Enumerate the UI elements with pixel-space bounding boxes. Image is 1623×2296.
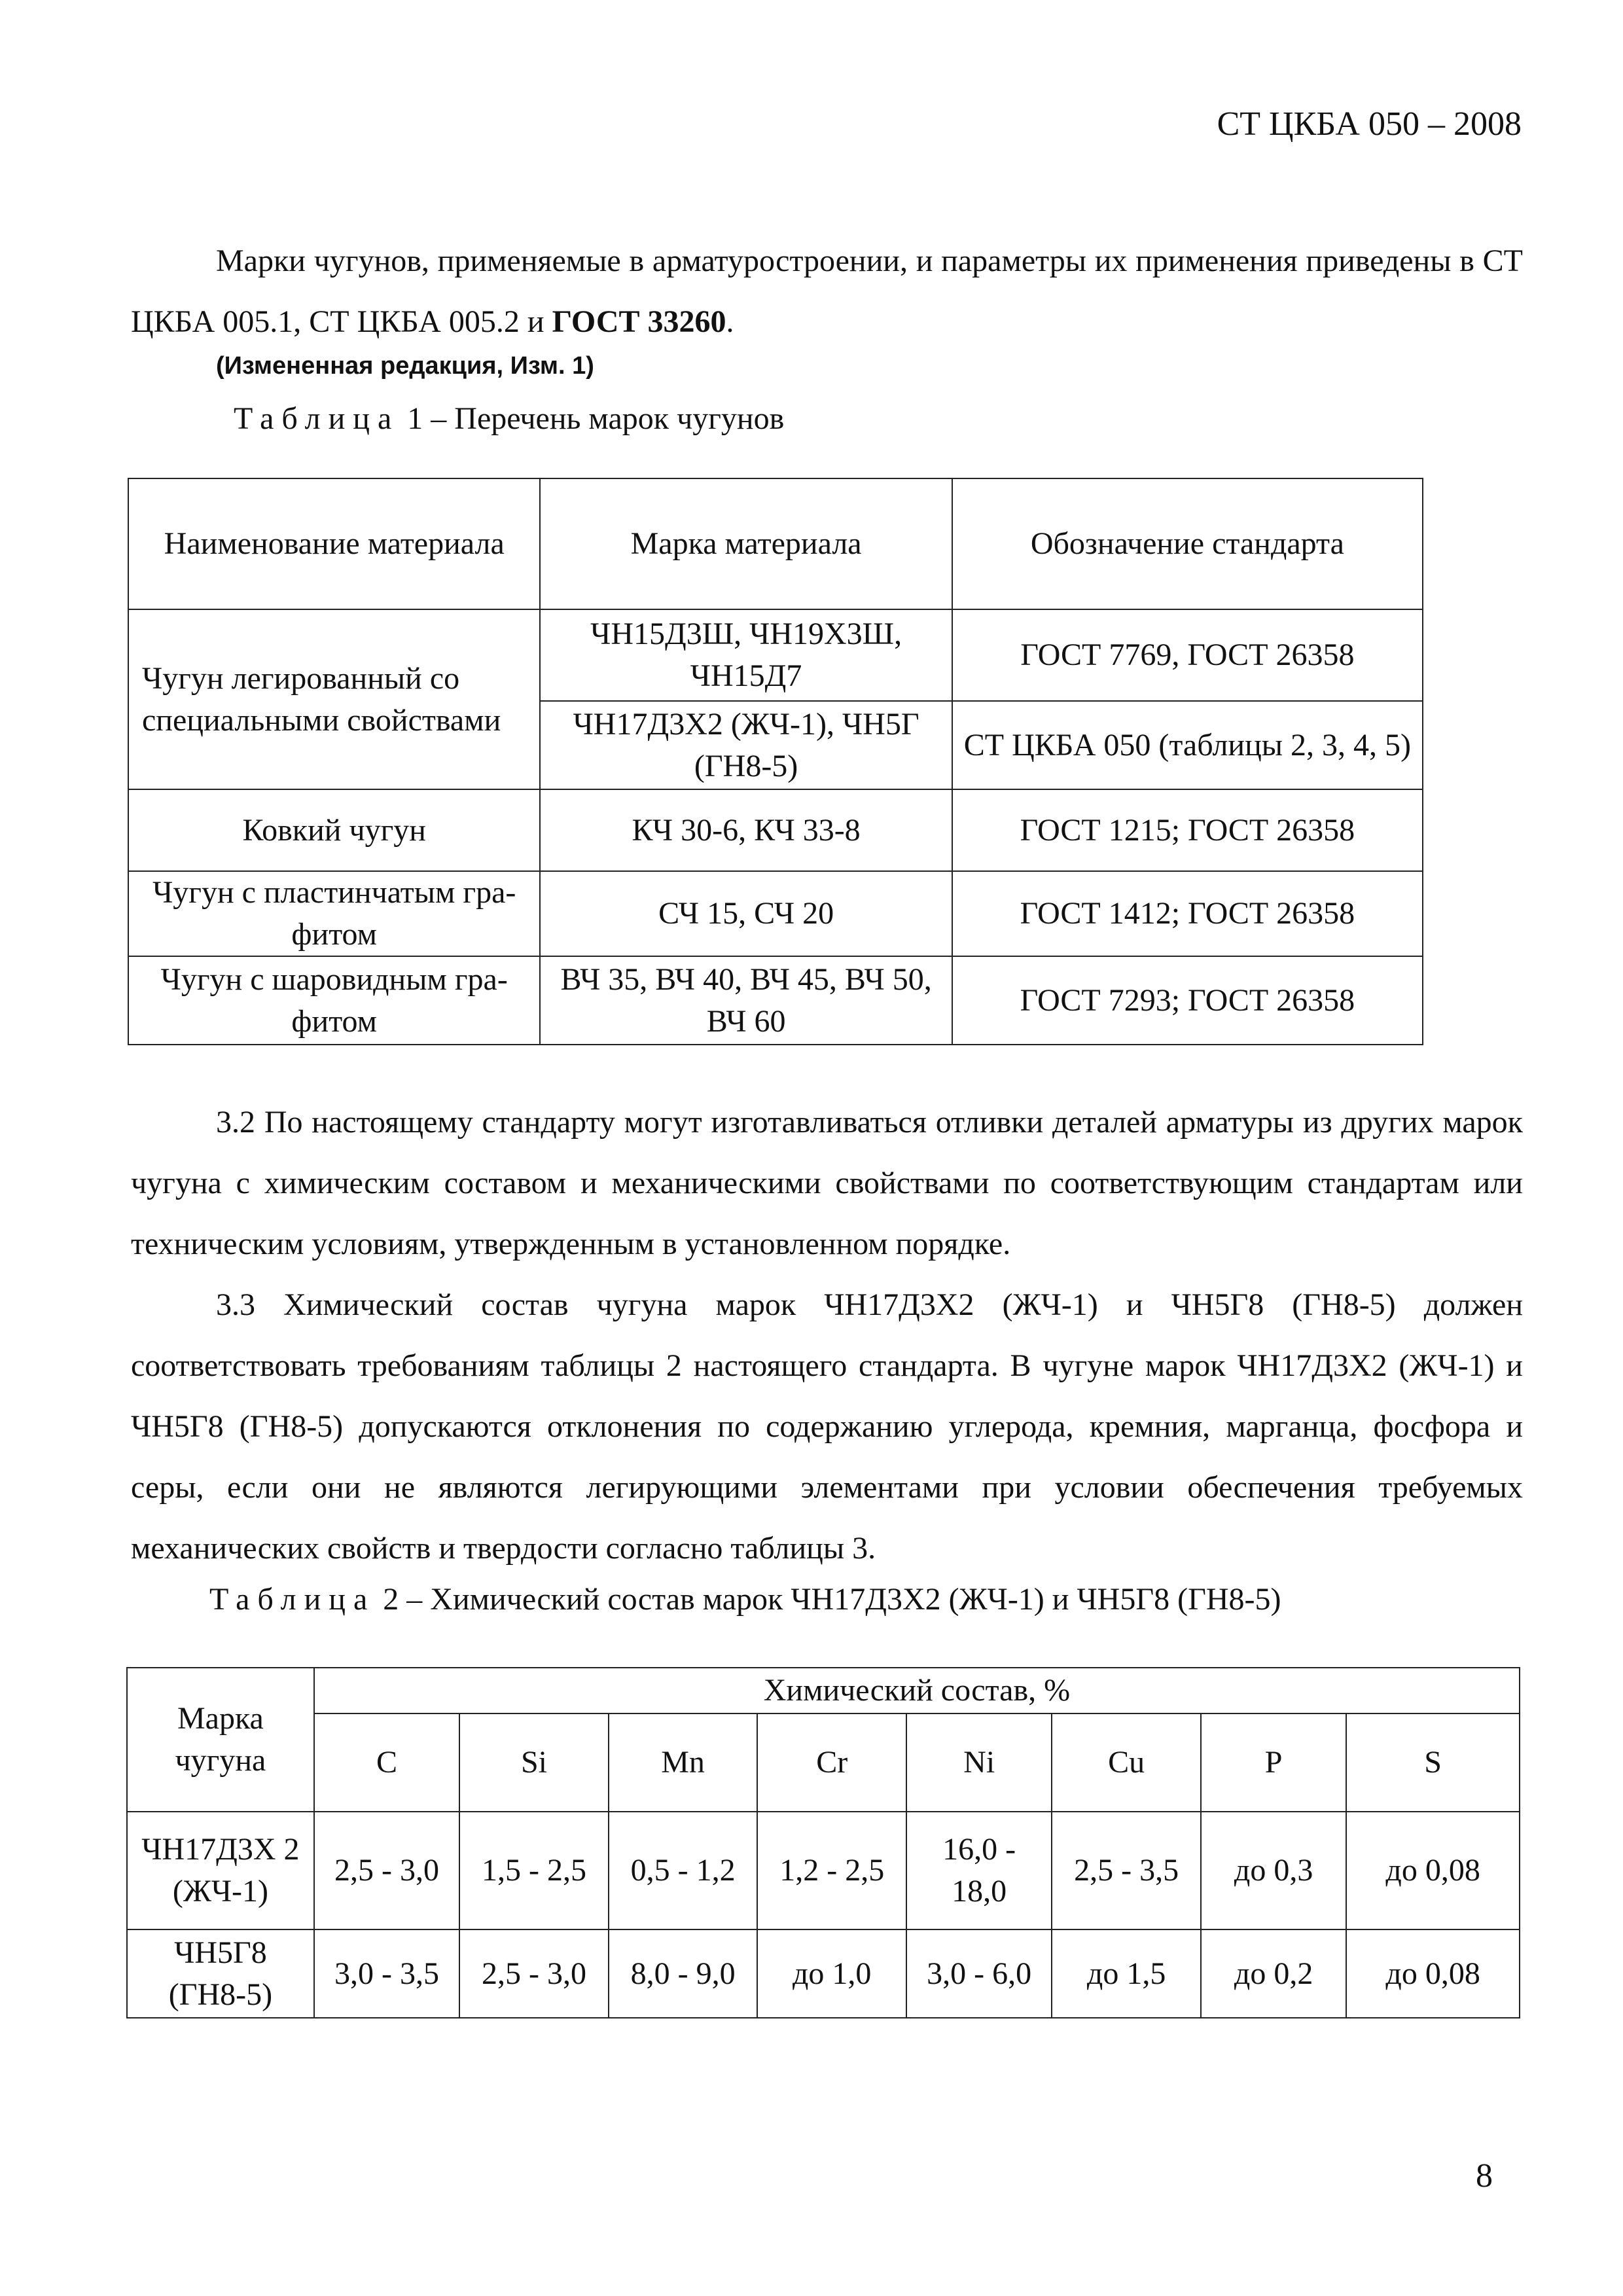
value-cell: 3,0 - 6,0 <box>906 1929 1052 2018</box>
value-cell: 1,5 - 2,5 <box>459 1812 609 1929</box>
chemical-composition-table <box>126 1667 1520 2018</box>
table1-caption-word: Таблица <box>234 401 400 436</box>
element-header: Mn <box>609 1713 758 1812</box>
header-grade: Марка чугуна <box>127 1668 314 1812</box>
table1-caption-text: 1 – Перечень марок чугунов <box>399 401 785 436</box>
table-row <box>127 1929 1520 2018</box>
table-row <box>128 956 1423 1045</box>
table-row <box>128 789 1423 871</box>
section-3-2: 3.2 По настоящему стандарту могут изготавливаться отливки деталей арматуры из других марок чугуна с химическим составом и механическими свойствами по соответствующим стандартам или техническим условиям, утвержденным в установленном порядке. <box>131 1105 1523 1261</box>
doc-header: СТ ЦКБА 050 – 2008 <box>1217 105 1522 143</box>
material-name-cell: Ковкий чугун <box>128 789 540 871</box>
value-cell: 8,0 - 9,0 <box>609 1929 758 2018</box>
material-grade-cell: ВЧ 35, ВЧ 40, ВЧ 45, ВЧ 50, ВЧ 60 <box>540 956 952 1045</box>
element-header: P <box>1201 1713 1346 1812</box>
value-cell: 1,2 - 2,5 <box>757 1812 906 1929</box>
grade-cell: ЧН17Д3Х 2 (ЖЧ-1) <box>127 1812 314 1929</box>
element-header: Cu <box>1052 1713 1201 1812</box>
body-paragraphs <box>131 1092 1523 1579</box>
page-number: 8 <box>1476 2157 1493 2195</box>
standard-cell: ГОСТ 7769, ГОСТ 26358 <box>952 609 1423 701</box>
intro-paragraph <box>131 230 1523 352</box>
table-row <box>128 871 1423 956</box>
header-standard: Обозначение стандарта <box>952 478 1423 609</box>
element-header: S <box>1346 1713 1520 1812</box>
material-grade-cell: КЧ 30-6, КЧ 33-8 <box>540 789 952 871</box>
value-cell: 0,5 - 1,2 <box>609 1812 758 1929</box>
table2-caption-word: Таблица <box>209 1582 376 1617</box>
element-header: C <box>314 1713 459 1812</box>
material-grade-cell: ЧН15Д3Ш, ЧН19Х3Ш, ЧН15Д7 <box>540 609 952 701</box>
standard-cell: ГОСТ 1215; ГОСТ 26358 <box>952 789 1423 871</box>
material-name-cell: Чугун легированный со специальными свойствами <box>128 609 540 789</box>
header-composition: Химический состав, % <box>314 1668 1520 1713</box>
table2-caption <box>209 1581 1281 1617</box>
intro-text-b: . <box>726 304 734 339</box>
standard-cell: СТ ЦКБА 050 (таблицы 2, 3, 4, 5) <box>952 701 1423 789</box>
header-material-grade: Марка материала <box>540 478 952 609</box>
intro-text-a: Марки чугунов, применяемые в арматуростроении, и параметры их применения приведены в СТ ЦКБА 005.1, СТ ЦКБА 005.2 и <box>131 243 1523 339</box>
table-subheader-row <box>127 1713 1520 1812</box>
value-cell: до 0,2 <box>1201 1929 1346 2018</box>
section-3-3: 3.3 Химический состав чугуна марок ЧН17Д3Х2 (ЖЧ-1) и ЧН5Г8 (ГН8-5) должен соответствовать требованиям таблицы 2 настоящего стандарта. В чугуне марок ЧН17Д3Х2 (ЖЧ-1) и ЧН5Г8 (ГН8-5) допускаются отклонения по содержанию углерода, кремния, марганца, фосфора и серы, если они не являются легирующими элементами при условии обеспечения требуемых механических свойств и твердости согласно таблицы 3. <box>131 1287 1523 1566</box>
header-material-name: Наименование материала <box>128 478 540 609</box>
element-header: Ni <box>906 1713 1052 1812</box>
value-cell: до 0,08 <box>1346 1812 1520 1929</box>
value-cell: 2,5 - 3,5 <box>1052 1812 1201 1929</box>
value-cell: до 1,5 <box>1052 1929 1201 2018</box>
value-cell: 3,0 - 3,5 <box>314 1929 459 2018</box>
grade-cell: ЧН5Г8 (ГН8-5) <box>127 1929 314 2018</box>
edit-note: (Измененная редакция, Изм. 1) <box>216 352 594 380</box>
value-cell: до 0,08 <box>1346 1929 1520 2018</box>
element-header: Si <box>459 1713 609 1812</box>
table2-caption-text: 2 – Химический состав марок ЧН17Д3Х2 (ЖЧ-1) и ЧН5Г8 (ГН8-5) <box>375 1582 1281 1617</box>
material-name-cell: Чугун с шаровидным гра-фитом <box>128 956 540 1045</box>
table-row <box>128 609 1423 701</box>
table1-caption <box>234 401 784 437</box>
material-name-cell: Чугун с пластинчатым гра-фитом <box>128 871 540 956</box>
element-header: Cr <box>757 1713 906 1812</box>
value-cell: 2,5 - 3,0 <box>314 1812 459 1929</box>
standard-cell: ГОСТ 1412; ГОСТ 26358 <box>952 871 1423 956</box>
table-header-row <box>127 1668 1520 1713</box>
table-row <box>127 1812 1520 1929</box>
material-grade-cell: СЧ 15, СЧ 20 <box>540 871 952 956</box>
value-cell: 2,5 - 3,0 <box>459 1929 609 2018</box>
standard-cell: ГОСТ 7293; ГОСТ 26358 <box>952 956 1423 1045</box>
value-cell: до 0,3 <box>1201 1812 1346 1929</box>
value-cell: 16,0 - 18,0 <box>906 1812 1052 1929</box>
cast-iron-grades-table <box>128 478 1423 1045</box>
table-header-row <box>128 478 1423 609</box>
material-grade-cell: ЧН17Д3Х2 (ЖЧ-1), ЧН5Г (ГН8-5) <box>540 701 952 789</box>
value-cell: до 1,0 <box>757 1929 906 2018</box>
gost-reference: ГОСТ 33260 <box>552 304 726 339</box>
